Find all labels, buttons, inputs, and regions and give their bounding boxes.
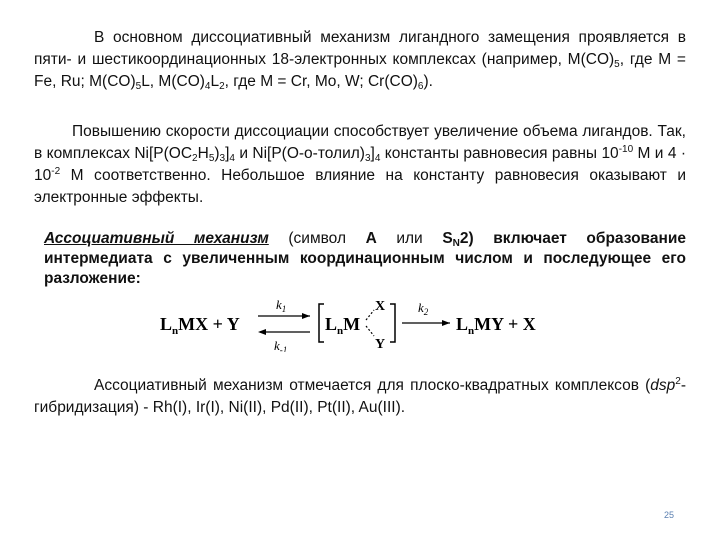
subscript: 6 <box>417 81 424 92</box>
subscript: 4 <box>229 153 235 164</box>
text: M соответственно. Небольшое влияние на константу равновесия оказывают и электронные эффекты. <box>34 167 686 206</box>
symbol-sn: S <box>442 230 453 247</box>
equilibrium-arrows <box>258 313 310 335</box>
paragraph-ligand-volume <box>34 121 686 209</box>
reaction-scheme <box>158 292 558 352</box>
text: M и 4 · 10 <box>34 145 686 184</box>
text: константы равновесия равны 10 <box>380 145 619 162</box>
superscript: -2 <box>51 166 61 177</box>
text: или <box>376 230 443 247</box>
superscript: -10 <box>618 144 634 155</box>
text: L <box>210 73 220 90</box>
text: В основном диссоциативный механизм лигандного замещения проявляется в пяти- и шестикоординационных 18-электронных комплексах (например, M(CO) <box>34 29 686 68</box>
symbol-a: A <box>365 230 377 247</box>
k-minus1-label: $k_{-1}$ <box>274 338 288 352</box>
text: -гибридизация) - Rh(I), Ir(I), Ni(II), Pd(II), Pt(II), Au(III). <box>34 377 686 416</box>
subscript: N <box>452 238 460 249</box>
forward-arrow <box>402 320 450 326</box>
k1-label: $k_1$ <box>276 297 287 314</box>
page-number: 25 <box>664 510 675 520</box>
text: ] <box>370 145 375 162</box>
text: L, M(CO) <box>141 73 205 90</box>
ligand-y: Y <box>375 337 386 352</box>
text: 2) включает образование интермедиата с увеличенным координационным числом и последующее его разложение: <box>44 230 686 287</box>
subscript: 4 <box>374 153 381 164</box>
ligand-x: X <box>375 299 386 314</box>
text: ). <box>423 73 433 90</box>
subscript: 5 <box>135 81 142 92</box>
paragraph-associative <box>44 229 686 289</box>
subscript: 2 <box>192 153 198 164</box>
product-right: $L_nMY + X$ <box>456 314 536 337</box>
term-associative: Ассоциативный механизм <box>44 230 269 247</box>
text: ] <box>225 145 230 162</box>
subscript: 5 <box>208 153 215 164</box>
paragraph-square-planar <box>34 375 686 419</box>
k2-label: $k_2$ <box>418 300 429 317</box>
text: Повышению скорости диссоциации способствует увеличение объема лигандов. Так, в комплексах Ni[P(OC <box>34 123 686 162</box>
reactant-left: $L_nMX + Y$ <box>160 314 240 337</box>
text: , где M = Cr, Mo, W; Cr(CO) <box>224 73 418 90</box>
text: , где M = Fe, Ru; M(CO) <box>34 51 686 90</box>
text: dsp <box>650 377 676 394</box>
text: H <box>197 145 209 162</box>
text: Ассоциативный механизм отмечается для плоско-квадратных комплексов ( <box>94 377 651 394</box>
subscript: 3 <box>364 153 371 164</box>
text: ) <box>214 145 220 162</box>
subscript: 3 <box>219 153 226 164</box>
intermediate: $L_nM$ <box>325 314 361 337</box>
paragraph-dissociative <box>34 27 686 93</box>
superscript: 2 <box>675 376 681 387</box>
text: (символ <box>268 230 366 247</box>
subscript: 4 <box>204 81 211 92</box>
subscript: 5 <box>614 59 620 70</box>
subscript: 2 <box>219 81 225 92</box>
text: и Ni[P(O-o-толил) <box>234 145 365 162</box>
